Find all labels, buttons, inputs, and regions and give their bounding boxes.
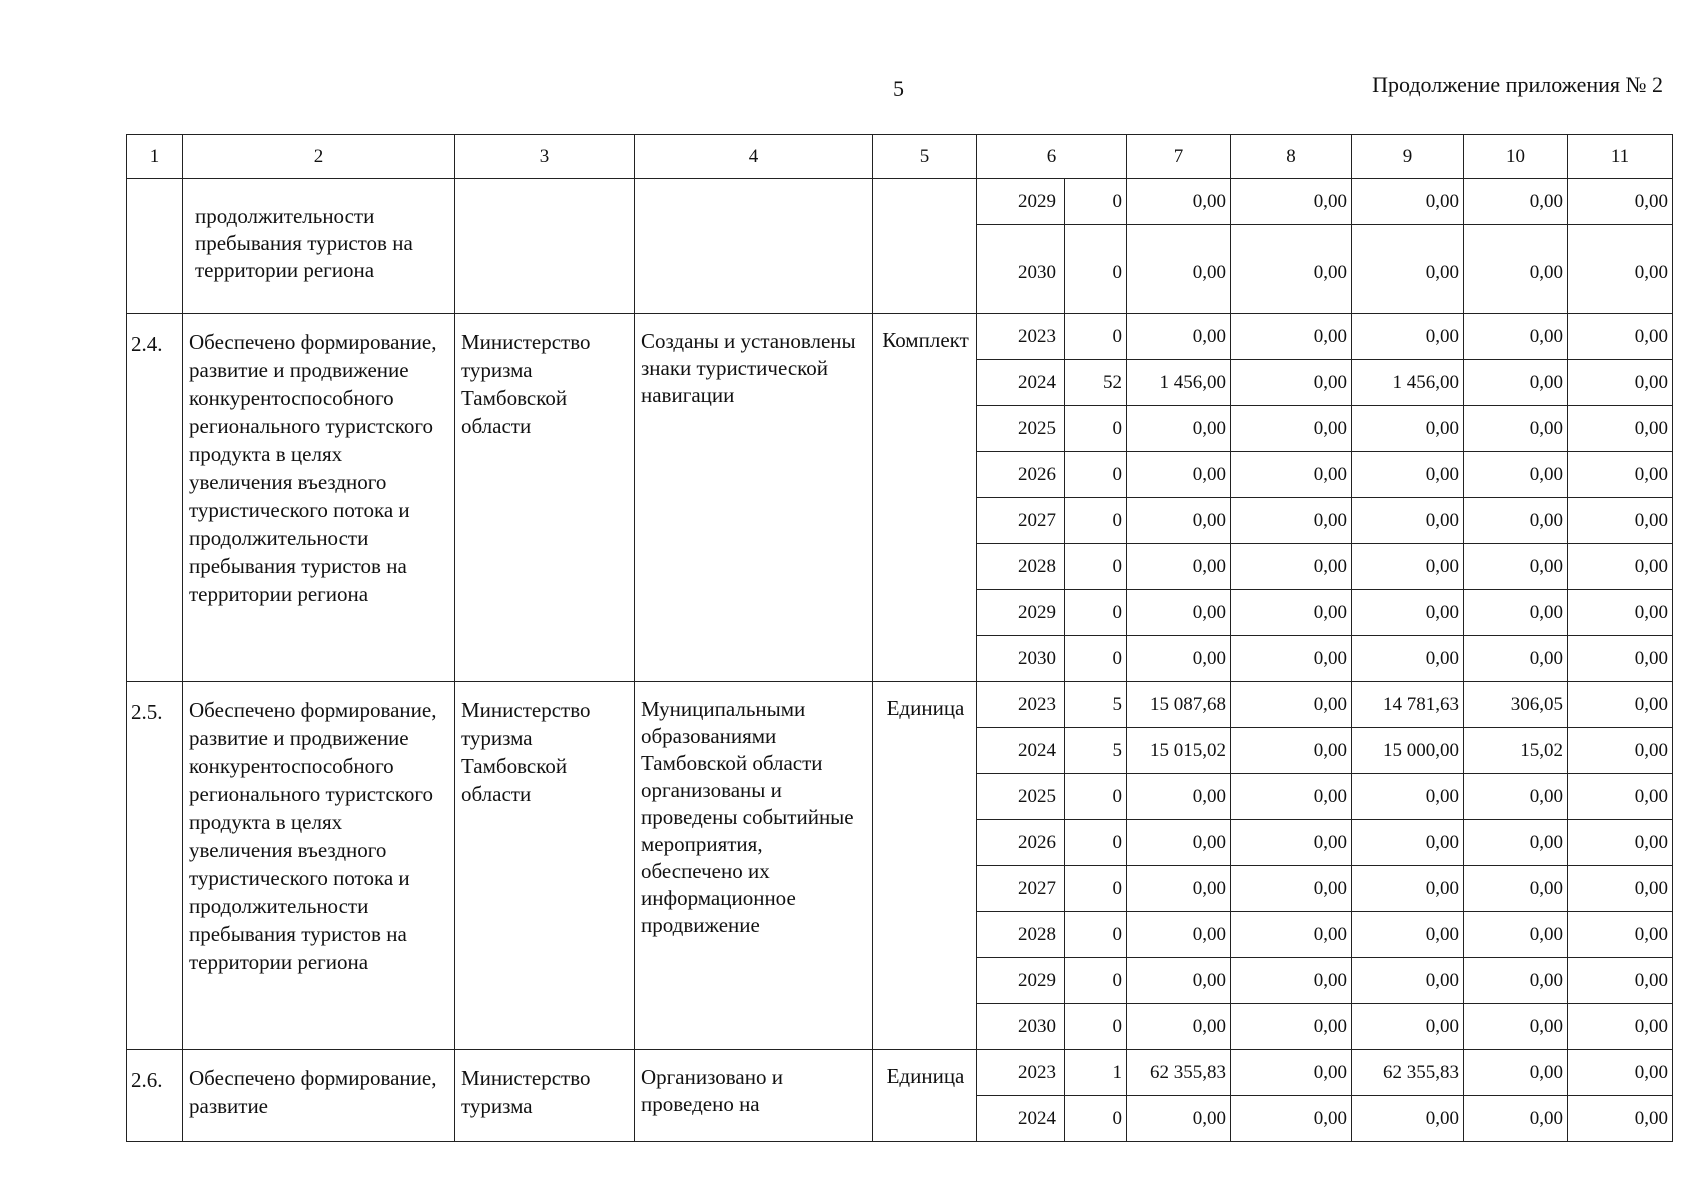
year-cell: 2023 xyxy=(977,682,1065,728)
column-header-11: 11 xyxy=(1568,135,1673,179)
year-cell: 2025 xyxy=(977,774,1065,820)
count-cell: 0 xyxy=(1065,1004,1127,1050)
value-col11-cell: 0,00 xyxy=(1568,912,1673,958)
value-col10-cell: 0,00 xyxy=(1464,958,1568,1004)
column-header-5: 5 xyxy=(873,135,977,179)
value-col10-cell: 0,00 xyxy=(1464,498,1568,544)
value-col8-cell: 0,00 xyxy=(1231,1004,1352,1050)
value-col8-cell: 0,00 xyxy=(1231,314,1352,360)
value-col11-cell: 0,00 xyxy=(1568,1050,1673,1096)
value-col10-cell: 0,00 xyxy=(1464,590,1568,636)
count-cell: 0 xyxy=(1065,225,1127,314)
value-col10-cell: 0,00 xyxy=(1464,179,1568,225)
count-cell: 0 xyxy=(1065,406,1127,452)
unit-cell xyxy=(873,179,977,314)
value-col7-cell: 0,00 xyxy=(1127,498,1231,544)
value-col9-cell: 0,00 xyxy=(1352,636,1464,682)
value-col11-cell: 0,00 xyxy=(1568,498,1673,544)
value-col7-cell: 0,00 xyxy=(1127,544,1231,590)
value-col7-cell: 0,00 xyxy=(1127,179,1231,225)
value-col8-cell: 0,00 xyxy=(1231,544,1352,590)
value-col8-cell: 0,00 xyxy=(1231,590,1352,636)
year-cell: 2023 xyxy=(977,314,1065,360)
value-col7-cell: 15 015,02 xyxy=(1127,728,1231,774)
value-col9-cell: 0,00 xyxy=(1352,406,1464,452)
column-header-9: 9 xyxy=(1352,135,1464,179)
value-col11-cell: 0,00 xyxy=(1568,636,1673,682)
year-cell: 2024 xyxy=(977,360,1065,406)
count-cell: 1 xyxy=(1065,1050,1127,1096)
value-col9-cell: 0,00 xyxy=(1352,1004,1464,1050)
value-col9-cell: 0,00 xyxy=(1352,314,1464,360)
year-cell: 2030 xyxy=(977,1004,1065,1050)
value-col8-cell: 0,00 xyxy=(1231,820,1352,866)
value-col9-cell: 0,00 xyxy=(1352,544,1464,590)
responsible-cell: Министерство туризма Тамбовской области xyxy=(455,314,635,682)
value-col9-cell: 0,00 xyxy=(1352,912,1464,958)
column-header-3: 3 xyxy=(455,135,635,179)
result-cell xyxy=(183,179,455,314)
table-row xyxy=(127,682,1673,728)
year-cell: 2028 xyxy=(977,912,1065,958)
column-header-2: 2 xyxy=(183,135,455,179)
value-col7-cell: 62 355,83 xyxy=(1127,1050,1231,1096)
count-cell: 0 xyxy=(1065,544,1127,590)
table-body xyxy=(127,135,1673,1142)
value-col7-cell: 0,00 xyxy=(1127,590,1231,636)
unit-cell: Единица xyxy=(873,1050,977,1142)
value-col9-cell: 0,00 xyxy=(1352,866,1464,912)
column-header-1: 1 xyxy=(127,135,183,179)
value-col9-cell: 0,00 xyxy=(1352,590,1464,636)
value-col10-cell: 0,00 xyxy=(1464,1004,1568,1050)
value-col7-cell: 0,00 xyxy=(1127,1004,1231,1050)
value-col8-cell: 0,00 xyxy=(1231,179,1352,225)
value-col9-cell: 62 355,83 xyxy=(1352,1050,1464,1096)
column-header-4: 4 xyxy=(635,135,873,179)
column-header-8: 8 xyxy=(1231,135,1352,179)
count-cell: 0 xyxy=(1065,912,1127,958)
value-col7-cell: 0,00 xyxy=(1127,820,1231,866)
value-col7-cell: 0,00 xyxy=(1127,774,1231,820)
year-cell: 2030 xyxy=(977,225,1065,314)
value-col9-cell: 1 456,00 xyxy=(1352,360,1464,406)
value-col9-cell: 0,00 xyxy=(1352,498,1464,544)
result-cell: Обеспечено формирование, развитие и продвижение конкурентоспособного регионального туристского продукта в целях увеличения въездного туристического потока и продолжительности пребывания туристов на территории региона xyxy=(183,682,455,1050)
result-text: продолжительности пребывания туристов на территории региона xyxy=(195,204,413,282)
value-col7-cell: 0,00 xyxy=(1127,452,1231,498)
column-header-10: 10 xyxy=(1464,135,1568,179)
value-col10-cell: 306,05 xyxy=(1464,682,1568,728)
value-col11-cell: 0,00 xyxy=(1568,1004,1673,1050)
description-cell xyxy=(635,179,873,314)
count-cell: 0 xyxy=(1065,498,1127,544)
row-number-cell: 2.4. xyxy=(127,314,183,682)
value-col8-cell: 0,00 xyxy=(1231,1050,1352,1096)
row-number-cell: 2.5. xyxy=(127,682,183,1050)
value-col10-cell: 0,00 xyxy=(1464,820,1568,866)
value-col8-cell: 0,00 xyxy=(1231,406,1352,452)
description-cell: Организовано и проведено на xyxy=(635,1050,873,1142)
year-cell: 2023 xyxy=(977,1050,1065,1096)
value-col8-cell: 0,00 xyxy=(1231,912,1352,958)
value-col10-cell: 0,00 xyxy=(1464,225,1568,314)
value-col7-cell: 0,00 xyxy=(1127,1096,1231,1142)
count-cell: 0 xyxy=(1065,1096,1127,1142)
row-number-cell: 2.6. xyxy=(127,1050,183,1142)
appendix-continuation-label: Продолжение приложения № 2 xyxy=(1372,72,1663,97)
count-cell: 0 xyxy=(1065,774,1127,820)
description-cell: Созданы и установлены знаки туристической навигации xyxy=(635,314,873,682)
count-cell: 52 xyxy=(1065,360,1127,406)
value-col8-cell: 0,00 xyxy=(1231,958,1352,1004)
count-cell: 0 xyxy=(1065,590,1127,636)
value-col11-cell: 0,00 xyxy=(1568,682,1673,728)
value-col10-cell: 0,00 xyxy=(1464,866,1568,912)
value-col10-cell: 0,00 xyxy=(1464,774,1568,820)
value-col9-cell: 14 781,63 xyxy=(1352,682,1464,728)
year-cell: 2029 xyxy=(977,590,1065,636)
value-col11-cell: 0,00 xyxy=(1568,590,1673,636)
table-row xyxy=(127,1050,1673,1096)
value-col10-cell: 0,00 xyxy=(1464,1050,1568,1096)
value-col11-cell: 0,00 xyxy=(1568,314,1673,360)
count-cell: 0 xyxy=(1065,179,1127,225)
value-col11-cell: 0,00 xyxy=(1568,179,1673,225)
year-cell: 2026 xyxy=(977,820,1065,866)
value-col9-cell: 0,00 xyxy=(1352,225,1464,314)
value-col10-cell: 0,00 xyxy=(1464,912,1568,958)
year-cell: 2028 xyxy=(977,544,1065,590)
value-col7-cell: 0,00 xyxy=(1127,912,1231,958)
year-cell: 2029 xyxy=(977,958,1065,1004)
value-col10-cell: 0,00 xyxy=(1464,406,1568,452)
value-col9-cell: 0,00 xyxy=(1352,452,1464,498)
responsible-cell: Министерство туризма xyxy=(455,1050,635,1142)
value-col7-cell: 15 087,68 xyxy=(1127,682,1231,728)
value-col11-cell: 0,00 xyxy=(1568,406,1673,452)
year-cell: 2024 xyxy=(977,1096,1065,1142)
value-col11-cell: 0,00 xyxy=(1568,1096,1673,1142)
year-cell: 2029 xyxy=(977,179,1065,225)
value-col8-cell: 0,00 xyxy=(1231,636,1352,682)
value-col8-cell: 0,00 xyxy=(1231,728,1352,774)
value-col11-cell: 0,00 xyxy=(1568,452,1673,498)
count-cell: 0 xyxy=(1065,958,1127,1004)
value-col8-cell: 0,00 xyxy=(1231,225,1352,314)
value-col8-cell: 0,00 xyxy=(1231,360,1352,406)
value-col7-cell: 0,00 xyxy=(1127,314,1231,360)
count-cell: 0 xyxy=(1065,452,1127,498)
value-col8-cell: 0,00 xyxy=(1231,866,1352,912)
table-row xyxy=(127,179,1673,225)
row-number-cell xyxy=(127,179,183,314)
value-col8-cell: 0,00 xyxy=(1231,498,1352,544)
value-col10-cell: 0,00 xyxy=(1464,1096,1568,1142)
value-col7-cell: 0,00 xyxy=(1127,958,1231,1004)
value-col9-cell: 0,00 xyxy=(1352,179,1464,225)
count-cell: 0 xyxy=(1065,820,1127,866)
count-cell: 0 xyxy=(1065,636,1127,682)
page-number: 5 xyxy=(893,76,904,101)
value-col11-cell: 0,00 xyxy=(1568,544,1673,590)
year-cell: 2025 xyxy=(977,406,1065,452)
value-col11-cell: 0,00 xyxy=(1568,225,1673,314)
value-col10-cell: 0,00 xyxy=(1464,544,1568,590)
value-col8-cell: 0,00 xyxy=(1231,1096,1352,1142)
year-cell: 2030 xyxy=(977,636,1065,682)
value-col9-cell: 0,00 xyxy=(1352,820,1464,866)
responsible-cell: Министерство туризма Тамбовской области xyxy=(455,682,635,1050)
column-header-row xyxy=(127,135,1673,179)
value-col7-cell: 1 456,00 xyxy=(1127,360,1231,406)
value-col11-cell: 0,00 xyxy=(1568,774,1673,820)
column-header-7: 7 xyxy=(1127,135,1231,179)
value-col10-cell: 0,00 xyxy=(1464,636,1568,682)
value-col8-cell: 0,00 xyxy=(1231,682,1352,728)
count-cell: 5 xyxy=(1065,682,1127,728)
value-col10-cell: 0,00 xyxy=(1464,360,1568,406)
table-row xyxy=(127,314,1673,360)
value-col11-cell: 0,00 xyxy=(1568,360,1673,406)
column-header-6: 6 xyxy=(977,135,1127,179)
value-col7-cell: 0,00 xyxy=(1127,225,1231,314)
value-col10-cell: 0,00 xyxy=(1464,314,1568,360)
responsible-cell xyxy=(455,179,635,314)
result-cell: Обеспечено формирование, развитие xyxy=(183,1050,455,1142)
year-cell: 2026 xyxy=(977,452,1065,498)
value-col9-cell: 0,00 xyxy=(1352,958,1464,1004)
value-col11-cell: 0,00 xyxy=(1568,728,1673,774)
unit-cell: Комплект xyxy=(873,314,977,682)
value-col10-cell: 0,00 xyxy=(1464,452,1568,498)
value-col8-cell: 0,00 xyxy=(1231,774,1352,820)
result-cell: Обеспечено формирование, развитие и продвижение конкурентоспособного регионального туристского продукта в целях увеличения въездного туристического потока и продолжительности пребывания туристов на территории региона xyxy=(183,314,455,682)
value-col8-cell: 0,00 xyxy=(1231,452,1352,498)
value-col7-cell: 0,00 xyxy=(1127,636,1231,682)
value-col9-cell: 0,00 xyxy=(1352,1096,1464,1142)
value-col11-cell: 0,00 xyxy=(1568,820,1673,866)
count-cell: 0 xyxy=(1065,314,1127,360)
count-cell: 5 xyxy=(1065,728,1127,774)
year-cell: 2027 xyxy=(977,498,1065,544)
value-col11-cell: 0,00 xyxy=(1568,958,1673,1004)
activities-table xyxy=(126,134,1673,1142)
count-cell: 0 xyxy=(1065,866,1127,912)
year-cell: 2024 xyxy=(977,728,1065,774)
year-cell: 2027 xyxy=(977,866,1065,912)
value-col7-cell: 0,00 xyxy=(1127,406,1231,452)
value-col11-cell: 0,00 xyxy=(1568,866,1673,912)
unit-cell: Единица xyxy=(873,682,977,1050)
value-col7-cell: 0,00 xyxy=(1127,866,1231,912)
value-col9-cell: 0,00 xyxy=(1352,774,1464,820)
value-col10-cell: 15,02 xyxy=(1464,728,1568,774)
value-col9-cell: 15 000,00 xyxy=(1352,728,1464,774)
description-cell: Муниципальными образованиями Тамбовской области организованы и проведены событийные мероприятия, обеспечено их информационное продвижение xyxy=(635,682,873,1050)
